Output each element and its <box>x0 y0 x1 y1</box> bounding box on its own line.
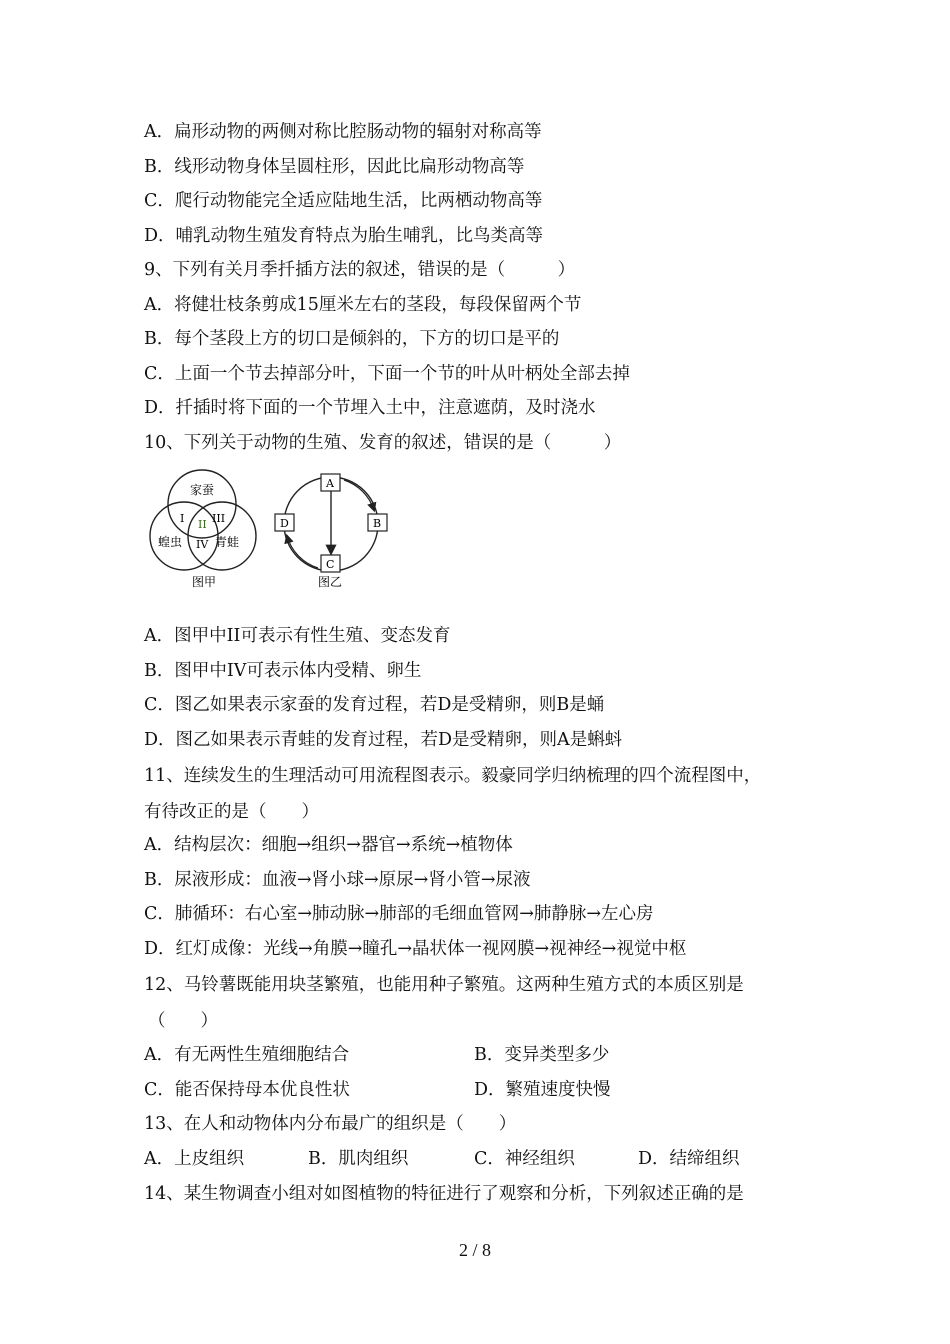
q13-option-d: D．结缔组织 <box>638 1149 740 1169</box>
q10-stem: 10、下列关于动物的生殖、发育的叙述，错误的是（ ） <box>144 433 622 453</box>
q14-stem: 14、某生物调查小组对如图植物的特征进行了观察和分析，下列叙述正确的是 <box>144 1184 744 1204</box>
q8-option-a: A．扁形动物的两侧对称比腔肠动物的辐射对称高等 <box>144 122 542 142</box>
cycle-arrow-a-to-b <box>344 480 374 510</box>
q9-stem: 9、下列有关月季扦插方法的叙述，错误的是（ ） <box>144 260 576 280</box>
cycle-caption: 图乙 <box>318 575 343 589</box>
venn-label-right: 青蛙 <box>215 535 240 549</box>
q13-option-a: A．上皮组织 <box>144 1149 245 1169</box>
q13-option-b: B．肌肉组织 <box>308 1149 409 1169</box>
venn-region-1: I <box>180 512 185 525</box>
q9-option-b: B．每个茎段上方的切口是倾斜的，下方的切口是平的 <box>144 329 560 349</box>
q10-option-d: D．图乙如果表示青蛙的发育过程，若D是受精卵，则A是蝌蚪 <box>144 730 623 750</box>
q12-stem-line2: （ ） <box>148 1011 218 1031</box>
cycle-arrow-c-to-d <box>287 536 318 568</box>
q12-option-a: A．有无两性生殖细胞结合 <box>144 1045 350 1065</box>
q12-option-c: C．能否保持母本优良性状 <box>144 1080 350 1100</box>
q11-option-c: C．肺循环：右心室→肺动脉→肺部的毛细血管网→肺静脉→左心房 <box>144 904 654 924</box>
q13-stem: 13、在人和动物体内分布最广的组织是（ ） <box>144 1114 517 1134</box>
q12-stem-line1: 12、马铃薯既能用块茎繁殖，也能用种子繁殖。这两种生殖方式的本质区别是 <box>144 975 744 995</box>
q9-option-c: C．上面一个节去掉部分叶，下面一个节的叶从叶柄处全部去掉 <box>144 364 630 384</box>
q13-option-c: C．神经组织 <box>474 1149 575 1169</box>
venn-caption: 图甲 <box>192 575 217 589</box>
q12-option-b: B．变异类型多少 <box>474 1045 610 1065</box>
q9-option-d: D．扦插时将下面的一个节埋入土中，注意遮荫，及时浇水 <box>144 398 596 418</box>
venn-region-2: II <box>198 518 207 531</box>
q11-option-d: D．红灯成像：光线→角膜→瞳孔→晶状体一视网膜→视神经→视觉中枢 <box>144 939 687 959</box>
q8-option-c: C．爬行动物能完全适应陆地生活，比两栖动物高等 <box>144 191 543 211</box>
q10-figure <box>140 464 410 594</box>
q10-option-c: C．图乙如果表示家蚕的发育过程，若D是受精卵，则B是蛹 <box>144 695 605 715</box>
q8-option-b: B．线形动物身体呈圆柱形，因此比扁形动物高等 <box>144 157 525 177</box>
cycle-label-a: A <box>326 477 334 490</box>
cycle-label-c: C <box>326 558 335 571</box>
q11-stem-line1: 11、连续发生的生理活动可用流程图表示。毅豪同学归纳梳理的四个流程图中， <box>144 766 762 786</box>
q9-option-a: A．将健壮枝条剪成15厘米左右的茎段，每段保留两个节 <box>144 295 582 315</box>
venn-label-top: 家蚕 <box>190 483 215 497</box>
venn-region-3: III <box>212 512 226 525</box>
q10-option-a: A．图甲中II可表示有性生殖、变态发育 <box>144 626 451 646</box>
q11-stem-line2: 有待改正的是（ ） <box>144 802 319 822</box>
q12-option-d: D．繁殖速度快慢 <box>474 1080 611 1100</box>
venn-label-left: 蝗虫 <box>158 535 183 549</box>
cycle-label-b: B <box>373 517 382 530</box>
cycle-label-d: D <box>280 517 289 530</box>
venn-region-4: IV <box>196 538 209 551</box>
q11-option-b: B．尿液形成：血液→肾小球→原尿→肾小管→尿液 <box>144 870 531 890</box>
q10-option-b: B．图甲中IV可表示体内受精、卵生 <box>144 661 422 681</box>
q10-figure-svg <box>140 464 410 594</box>
page-number: 2 / 8 <box>458 1240 491 1260</box>
q11-option-a: A．结构层次：细胞→组织→器官→系统→植物体 <box>144 835 513 855</box>
q8-option-d: D．哺乳动物生殖发育特点为胎生哺乳，比鸟类高等 <box>144 226 544 246</box>
